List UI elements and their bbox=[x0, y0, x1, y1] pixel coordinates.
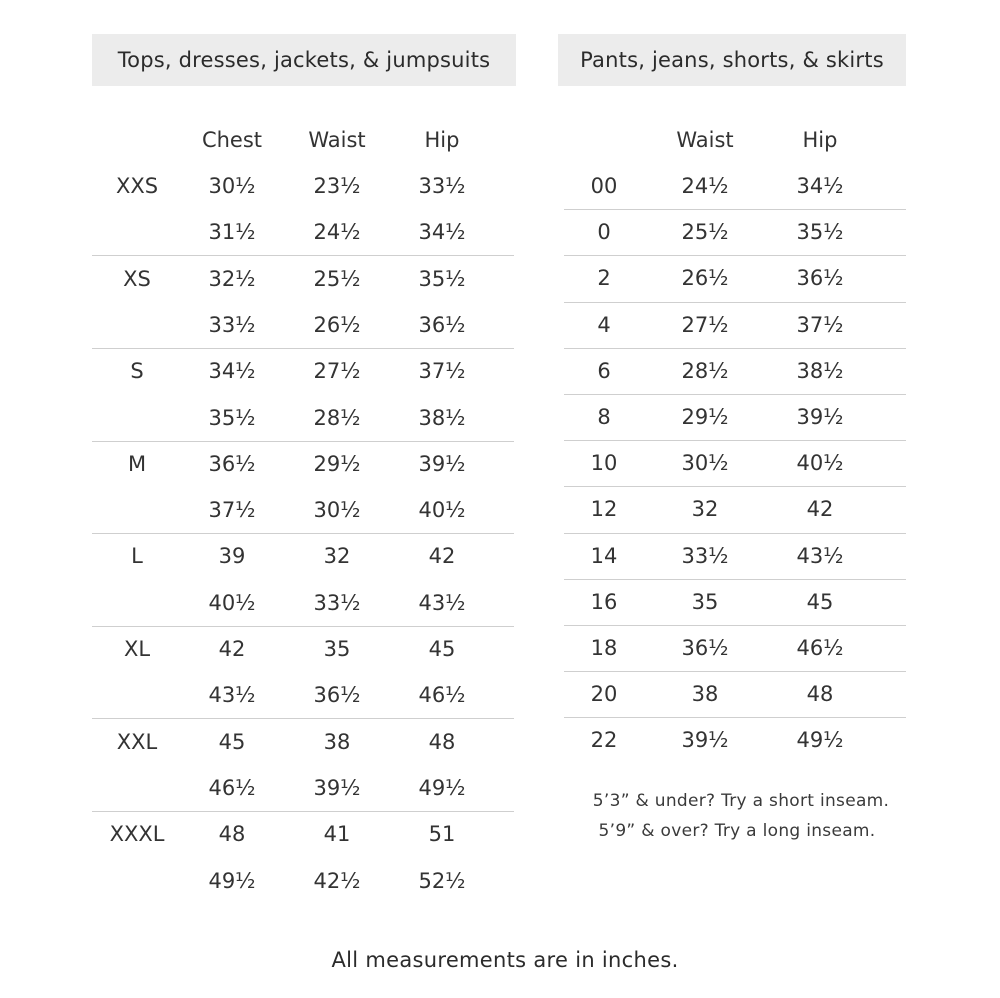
measurement-cell: 40½ bbox=[418, 498, 466, 523]
size-label: L bbox=[131, 544, 143, 569]
row-divider bbox=[92, 533, 514, 534]
size-label: 6 bbox=[597, 358, 611, 383]
measurement-cell: 46½ bbox=[418, 683, 466, 708]
measurement-cell: 32 bbox=[323, 544, 351, 569]
measurement-cell: 33½ bbox=[313, 590, 361, 615]
measurement-cell: 30½ bbox=[208, 174, 256, 198]
measurement-cell: 25½ bbox=[681, 220, 729, 245]
pants-table-title: Pants, jeans, shorts, & skirts bbox=[558, 34, 906, 86]
row-divider bbox=[564, 717, 906, 718]
measurement-cell: 26½ bbox=[313, 312, 361, 337]
size-label: XL bbox=[123, 637, 151, 661]
measurement-cell: 38½ bbox=[796, 358, 844, 383]
measurement-cell: 43½ bbox=[796, 543, 844, 568]
row-divider bbox=[564, 671, 906, 672]
measurement-cell: 39 bbox=[218, 544, 246, 569]
measurement-cell: 45 bbox=[428, 637, 456, 661]
measurement-cell: 29½ bbox=[313, 451, 361, 476]
measurement-cell: 32½ bbox=[208, 266, 256, 291]
size-label: XS bbox=[123, 266, 151, 291]
row-divider bbox=[92, 255, 514, 256]
measurement-cell: 31½ bbox=[208, 220, 256, 245]
measurement-cell: 49½ bbox=[796, 728, 844, 753]
row-divider bbox=[564, 348, 906, 349]
measurement-cell: 48 bbox=[218, 822, 246, 847]
measurement-cell: 37½ bbox=[418, 359, 466, 384]
measurement-cell: 49½ bbox=[418, 775, 466, 800]
measurement-cell: 25½ bbox=[313, 266, 361, 291]
measurement-cell: 42 bbox=[428, 544, 456, 569]
size-label: 16 bbox=[590, 589, 618, 614]
column-header-chest: Chest bbox=[201, 128, 263, 152]
measurement-cell: 34½ bbox=[208, 359, 256, 384]
measurement-cell: 33½ bbox=[208, 312, 256, 337]
measurement-cell: 33½ bbox=[418, 174, 466, 198]
size-label: 0 bbox=[597, 220, 611, 245]
row-divider bbox=[92, 441, 514, 442]
measurement-cell: 48 bbox=[806, 682, 834, 707]
measurement-cell: 42 bbox=[218, 637, 246, 661]
size-label: XXL bbox=[116, 729, 158, 754]
size-label: XXXL bbox=[109, 822, 165, 847]
measurement-cell: 27½ bbox=[313, 359, 361, 384]
row-divider bbox=[564, 209, 906, 210]
measurement-cell: 32 bbox=[691, 497, 719, 522]
row-divider bbox=[564, 302, 906, 303]
measurement-cell: 39½ bbox=[681, 728, 729, 753]
measurement-cell: 45 bbox=[806, 589, 834, 614]
row-divider bbox=[564, 533, 906, 534]
measurement-cell: 24½ bbox=[681, 174, 729, 198]
row-divider bbox=[92, 626, 514, 627]
size-label: XXS bbox=[115, 174, 159, 198]
measurement-cell: 39½ bbox=[418, 451, 466, 476]
measurement-cell: 40½ bbox=[208, 590, 256, 615]
measurement-cell: 36½ bbox=[208, 451, 256, 476]
size-label: 8 bbox=[597, 405, 611, 429]
measurement-cell: 33½ bbox=[681, 543, 729, 568]
measurement-cell: 30½ bbox=[681, 451, 729, 476]
measurement-cell: 36½ bbox=[313, 683, 361, 708]
row-divider bbox=[92, 811, 514, 812]
measurement-cell: 23½ bbox=[313, 174, 361, 198]
measurement-cell: 45 bbox=[218, 729, 246, 754]
row-divider bbox=[92, 348, 514, 349]
size-label: 18 bbox=[590, 636, 618, 660]
measurement-units-note: All measurements are in inches. bbox=[331, 948, 679, 972]
measurement-cell: 43½ bbox=[418, 590, 466, 615]
row-divider bbox=[92, 718, 514, 719]
measurement-cell: 26½ bbox=[681, 266, 729, 291]
size-label: 22 bbox=[590, 728, 618, 753]
long-inseam-note: 5’9” & over? Try a long inseam. bbox=[598, 821, 876, 841]
row-divider bbox=[564, 394, 906, 395]
measurement-cell: 43½ bbox=[208, 683, 256, 708]
row-divider bbox=[564, 625, 906, 626]
measurement-cell: 35 bbox=[323, 637, 351, 661]
measurement-cell: 46½ bbox=[208, 775, 256, 800]
measurement-cell: 38½ bbox=[418, 405, 466, 430]
measurement-cell: 34½ bbox=[796, 174, 844, 198]
size-label: 20 bbox=[590, 682, 618, 707]
measurement-cell: 37½ bbox=[796, 312, 844, 337]
size-label: 4 bbox=[597, 312, 611, 337]
size-label: S bbox=[130, 359, 144, 384]
size-label: 00 bbox=[590, 174, 618, 198]
measurement-cell: 40½ bbox=[796, 451, 844, 476]
row-divider bbox=[564, 486, 906, 487]
measurement-cell: 46½ bbox=[796, 636, 844, 660]
column-header-hip: Hip bbox=[802, 128, 838, 152]
measurement-cell: 28½ bbox=[681, 358, 729, 383]
row-divider bbox=[564, 255, 906, 256]
measurement-cell: 24½ bbox=[313, 220, 361, 245]
measurement-cell: 41 bbox=[323, 822, 351, 847]
measurement-cell: 27½ bbox=[681, 312, 729, 337]
measurement-cell: 38 bbox=[323, 729, 351, 754]
size-label: 2 bbox=[597, 266, 611, 291]
measurement-cell: 35½ bbox=[796, 220, 844, 245]
row-divider bbox=[564, 440, 906, 441]
measurement-cell: 36½ bbox=[418, 312, 466, 337]
measurement-cell: 37½ bbox=[208, 498, 256, 523]
measurement-cell: 39½ bbox=[313, 775, 361, 800]
column-header-waist: Waist bbox=[676, 128, 734, 152]
measurement-cell: 35½ bbox=[418, 266, 466, 291]
measurement-cell: 39½ bbox=[796, 405, 844, 429]
measurement-cell: 42 bbox=[806, 497, 834, 522]
size-label: 14 bbox=[590, 543, 618, 568]
measurement-cell: 34½ bbox=[418, 220, 466, 245]
measurement-cell: 29½ bbox=[681, 405, 729, 429]
size-label: 12 bbox=[590, 497, 618, 522]
size-label: M bbox=[127, 451, 147, 476]
measurement-cell: 42½ bbox=[313, 868, 361, 893]
measurement-cell: 52½ bbox=[418, 868, 466, 893]
measurement-cell: 30½ bbox=[313, 498, 361, 523]
column-header-waist: Waist bbox=[308, 128, 366, 152]
column-header-hip: Hip bbox=[424, 128, 460, 152]
tops-table-title: Tops, dresses, jackets, & jumpsuits bbox=[92, 34, 516, 86]
measurement-cell: 35 bbox=[691, 589, 719, 614]
measurement-cell: 51 bbox=[428, 822, 456, 847]
row-divider bbox=[564, 579, 906, 580]
measurement-cell: 48 bbox=[428, 729, 456, 754]
measurement-cell: 36½ bbox=[796, 266, 844, 291]
measurement-cell: 36½ bbox=[681, 636, 729, 660]
size-label: 10 bbox=[590, 451, 618, 476]
measurement-cell: 35½ bbox=[208, 405, 256, 430]
measurement-cell: 38 bbox=[691, 682, 719, 707]
measurement-cell: 28½ bbox=[313, 405, 361, 430]
measurement-cell: 49½ bbox=[208, 868, 256, 893]
short-inseam-note: 5’3” & under? Try a short inseam. bbox=[592, 791, 890, 811]
